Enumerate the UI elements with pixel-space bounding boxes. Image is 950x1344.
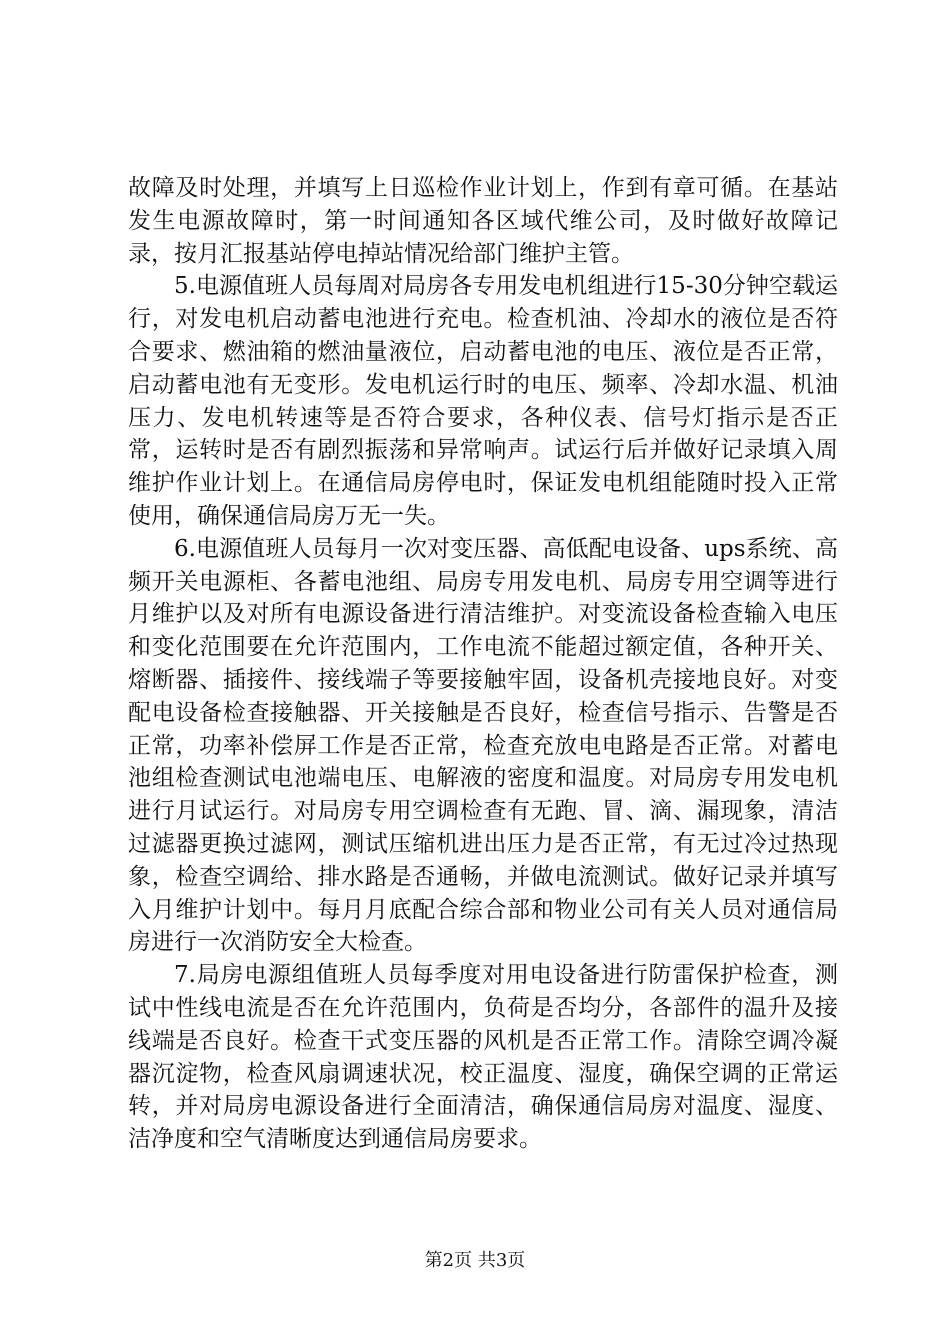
document-body — [128, 172, 838, 1156]
paragraph-item-5: 5.电源值班人员每周对局房各专用发电机组进行15-30分钟空载运行，对发电机启动蓄电池进行充电。检查机油、冷却水的液位是否符合要求、燃油箱的燃油量液位，启动蓄电池的电压、液位是否正常，启动蓄电池有无变形。发电机运行时的电压、频率、冷却水温、机油压力、发电机转速等是否符合要求，各种仪表、信号灯指示是否正常，运转时是否有剧烈振荡和异常响声。试运行后并做好记录填入周维护作业计划上。在通信局房停电时，保证发电机组能随时投入正常使用，确保通信局房万无一失。 — [128, 273, 838, 529]
paragraph-continuation: 故障及时处理，并填写上日巡检作业计划上，作到有章可循。在基站发生电源故障时，第一时间通知各区域代维公司，及时做好故障记录，按月汇报基站停电掉站情况给部门维护主管。 — [128, 175, 838, 267]
paragraph-item-6: 6.电源值班人员每月一次对变压器、高低配电设备、ups系统、高频开关电源柜、各蓄电池组、局房专用发电机、局房专用空调等进行月维护以及对所有电源设备进行清洁维护。对变流设备检查输入电压和变化范围要在允许范围内，工作电流不能超过额定值，各种开关、熔断器、插接件、接线端子等要接触牢固，设备机壳接地良好。对变配电设备检查接触器、开关接触是否良好，检查信号指示、告警是否正常，功率补偿屏工作是否正常，检查充放电电路是否正常。对蓄电池组检查测试电池端电压、电解液的密度和温度。对局房专用发电机进行月试运行。对局房专用空调检查有无跑、冒、滴、漏现象，清洁过滤器更换过滤网，测试压缩机进出压力是否正常，有无过冷过热现象，检查空调给、排水路是否通畅，并做电流测试。做好记录并填写入月维护计划中。每月月底配合综合部和物业公司有关人员对通信局房进行一次消防安全大检查。 — [128, 535, 838, 956]
paragraph-item-7: 7.局房电源组值班人员每季度对用电设备进行防雷保护检查，测试中性线电流是否在允许范围内，负荷是否均分，各部件的温升及接线端是否良好。检查干式变压器的风机是否正常工作。清除空调冷凝器沉淀物，检查风扇调速状况，校正温度、湿度，确保空调的正常运转，并对局房电源设备进行全面清洁，确保通信局房对温度、湿度、洁净度和空气清晰度达到通信局房要求。 — [128, 962, 838, 1153]
page-number: 第2页 共3页 — [424, 1250, 526, 1271]
page-footer — [0, 1246, 950, 1272]
